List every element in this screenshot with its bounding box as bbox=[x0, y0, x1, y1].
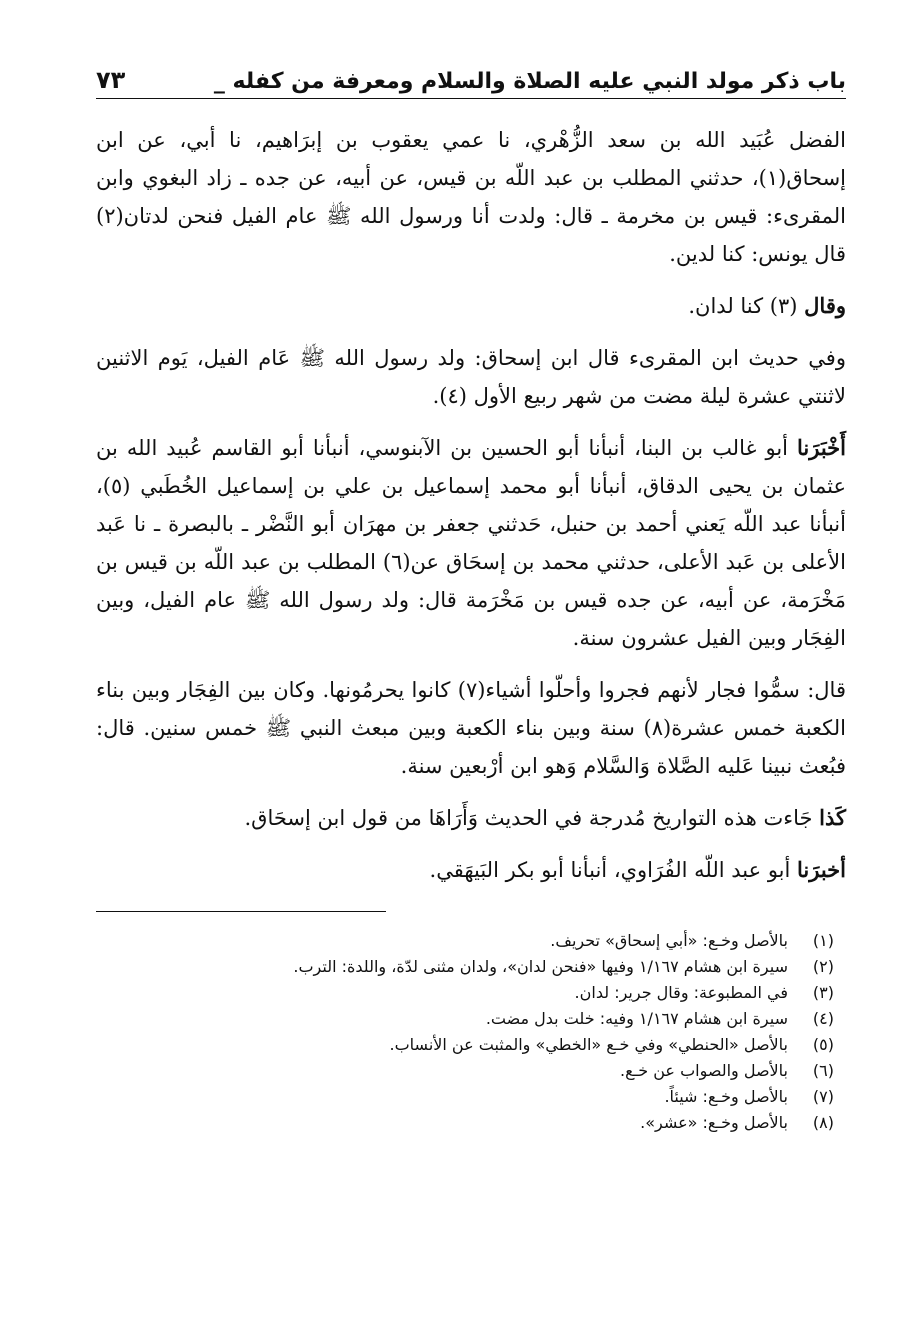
paragraph-3 bbox=[96, 339, 846, 415]
footnote bbox=[96, 928, 834, 954]
main-text bbox=[96, 121, 846, 889]
footnote-number: (٥) bbox=[812, 1035, 834, 1054]
footnote bbox=[96, 954, 834, 980]
paragraph-text: الفضل عُبَيد الله بن سعد الزُّهْري، نا عمي يعقوب بن إبرَاهيم، نا أبي، عن ابن إسحاق(١)، حدثني المطلب بن عبد اللّه بن قيس، عن أبيه، عن جده ـ زاد البغوي وابن المقرىء: قيس بن مخرمة ـ قال: ولدت أنا ورسول الله ﷺ عام الفيل فنحن لدتان(٢) قال يونس: كنا لدين. bbox=[96, 128, 846, 266]
paragraph-1 bbox=[96, 121, 846, 273]
footnote-text: سيرة ابن هشام ١/١٦٧ وفيها «فنحن لدان»، ولدان مثنى لدّة، واللدة: الترب. bbox=[293, 957, 788, 976]
paragraph-4 bbox=[96, 429, 846, 657]
footnote-number: (٣) bbox=[812, 983, 834, 1002]
footnote-text: سيرة ابن هشام ١/١٦٧ وفيه: خلت بدل مضت. bbox=[485, 1009, 788, 1028]
paragraph-text: (٣) كنا لدان. bbox=[688, 294, 805, 318]
footnote-number: (٢) bbox=[812, 957, 834, 976]
lead-word: أَخْبَرَنا bbox=[797, 435, 846, 460]
lead-word: أخبرَنا bbox=[797, 857, 846, 882]
paragraph-text: جَاءت هذه التواريخ مُدرجة في الحديث وَأَرَاهَا من قول ابن إسحَاق. bbox=[244, 806, 820, 830]
footnote bbox=[96, 1058, 834, 1084]
footnote-text: بالأصل والصواب عن خـع. bbox=[619, 1061, 788, 1080]
footnote bbox=[96, 1110, 834, 1136]
footnote bbox=[96, 1032, 834, 1058]
footnote-text: بالأصل وخـع: «أبي إسحاق» تحريف. bbox=[550, 931, 788, 950]
paragraph-2 bbox=[96, 287, 846, 325]
paragraph-5 bbox=[96, 671, 846, 785]
footnote-number: (٤) bbox=[812, 1009, 834, 1028]
footnote-text: بالأصل «الحنطي» وفي خـع «الخطي» والمثبت عن الأنساب. bbox=[389, 1035, 788, 1054]
footnote bbox=[96, 1006, 834, 1032]
paragraph-text: أبو عبد اللّه الفُرَاوي، أنبأنا أبو بكر البَيهَقي. bbox=[429, 858, 798, 882]
paragraph-text: وفي حديث ابن المقرىء قال ابن إسحاق: ولد رسول الله ﷺ عَام الفيل، يَوم الاثنين لاثنتي عشرة ليلة مضت من شهر ربيع الأول (٤). bbox=[96, 346, 846, 408]
footnote bbox=[96, 1084, 834, 1110]
lead-word: كَذا bbox=[819, 805, 846, 830]
footnote bbox=[96, 980, 834, 1006]
footnote-number: (٧) bbox=[812, 1087, 834, 1106]
footnote-number: (٦) bbox=[812, 1061, 834, 1080]
footnote-number: (١) bbox=[812, 931, 834, 950]
footnote-text: بالأصل وخـع: شيئاً. bbox=[664, 1087, 788, 1106]
paragraph-text: قال: سمُّوا فجار لأنهم فجروا وأحلّوا أشياء(٧) كانوا يحرمُونها. وكان بين الفِجَار وبين بناء الكعبة خمس عشرة(٨) سنة وبين بناء الكعبة وبين مبعث النبي ﷺ خمس سنين. قال: فبُعث نبينا عَليه الصَّلاة وَالسَّلام وَهو ابن أرْبعين سنة. bbox=[96, 678, 846, 778]
paragraph-7 bbox=[96, 851, 846, 889]
running-title: باب ذكر مولد النبي عليه الصلاة والسلام ومعرفة من كفله _ bbox=[213, 69, 846, 94]
page-header bbox=[96, 52, 846, 99]
footnote-number: (٨) bbox=[812, 1113, 834, 1132]
page-number: ٧٣ bbox=[96, 66, 126, 94]
footnote-text: بالأصل وخـع: «عشر». bbox=[640, 1113, 788, 1132]
footnote-text: في المطبوعة: وقال جرير: لدان. bbox=[574, 983, 788, 1002]
paragraph-text: أبو غالب بن البنا، أنبأنا أبو الحسين بن الآبنوسي، أنبأنا أبو القاسم عُبيد الله بن عثمان بن يحيى الدقاق، أنبأنا أبو محمد إسماعيل بن علي بن إسماعيل الخُطَبي (٥)، أنبأنا عبد اللّه يَعني أحمد بن حنبل، حَدثني جعفر بن مهرَان أبو النَّضْر ـ بالبصرة ـ نا عَبد الأعلى بن عَبد الأعلى، حدثني محمد بن إسحَاق عن(٦) المطلب بن عبد اللّه بن قيس بن مَخْرَمة، عن أبيه، عن جده قيس بن مَخْرَمة قال: ولد رسول الله ﷺ عام الفيل، وبين الفِجَار وبين الفيل عشرون سنة. bbox=[96, 436, 846, 650]
footnotes bbox=[96, 928, 834, 1136]
footnote-divider bbox=[96, 911, 386, 912]
paragraph-6 bbox=[96, 799, 846, 837]
lead-word: وقال bbox=[804, 293, 846, 318]
